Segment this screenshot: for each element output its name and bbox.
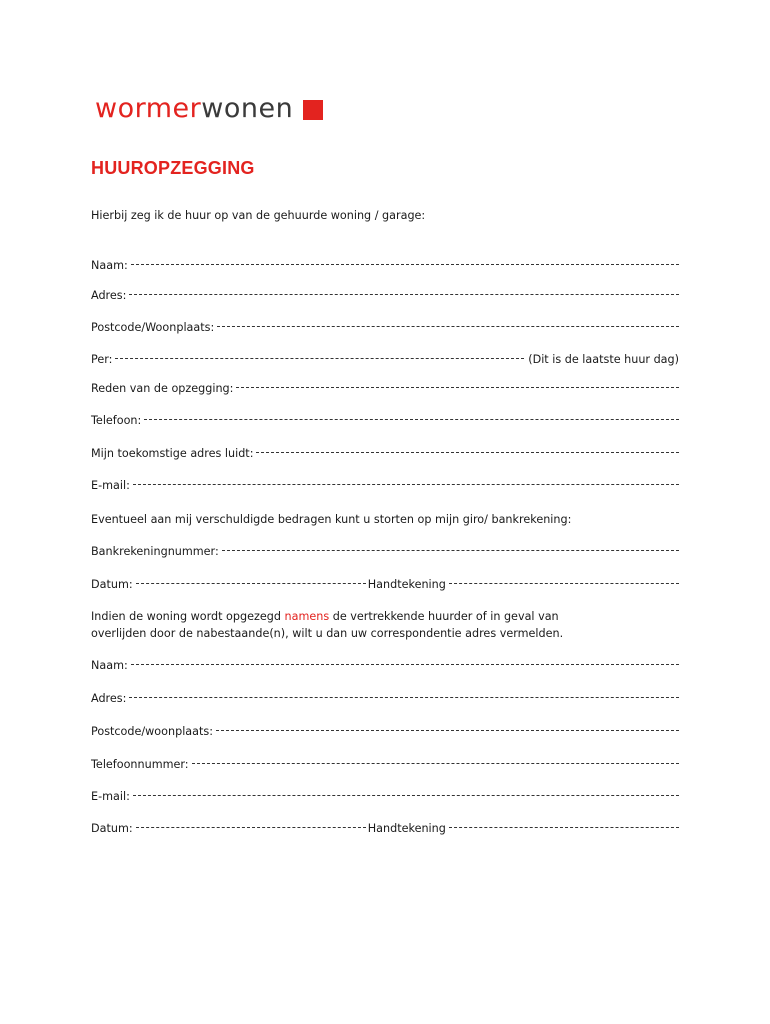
logo-square-icon (303, 100, 323, 120)
correspondence-note (91, 608, 691, 642)
fill-line[interactable] (216, 729, 679, 731)
field-per (91, 352, 679, 367)
fill-line[interactable] (133, 794, 679, 796)
label-naam-2: Naam: (91, 659, 128, 672)
label-naam: Naam: (91, 259, 128, 272)
field-adres (91, 288, 679, 303)
logo-text-wonen: wonen (201, 93, 294, 124)
intro-text: Hierbij zeg ik de huur op van de gehuurde woning / garage: (91, 209, 426, 222)
label-adres: Adres: (91, 289, 127, 302)
label-adres-2: Adres: (91, 692, 127, 705)
field-naam-2 (91, 658, 679, 673)
document-title: HUUROPZEGGING (91, 158, 255, 178)
fill-line[interactable] (115, 357, 524, 359)
field-telefoon (91, 413, 679, 428)
field-telefoonnummer (91, 757, 679, 772)
label-telefoon: Telefoon: (91, 414, 142, 427)
fill-line[interactable] (129, 293, 679, 295)
field-adres-2 (91, 691, 679, 706)
fill-line[interactable] (256, 451, 679, 453)
field-toekomstig-adres (91, 446, 679, 461)
field-reden (91, 381, 679, 396)
label-handtekening: Handtekening (367, 578, 446, 591)
giro-text: Eventueel aan mij verschuldigde bedragen kunt u storten op mijn giro/ bankrekening: (91, 513, 572, 526)
label-datum: Datum: (91, 578, 133, 591)
field-postcode-2 (91, 724, 679, 739)
label-email-2: E-mail: (91, 790, 130, 803)
fill-line[interactable] (217, 325, 679, 327)
field-datum-handtekening-2 (91, 821, 679, 836)
fill-line[interactable] (129, 696, 679, 698)
fill-line[interactable] (192, 762, 679, 764)
label-postcode-2: Postcode/woonplaats: (91, 725, 213, 738)
label-bankrekeningnummer: Bankrekeningnummer: (91, 545, 219, 558)
fill-line[interactable] (236, 386, 679, 388)
fill-line[interactable] (131, 663, 679, 665)
note-text-part2: de vertrekkende huurder of in geval van (329, 610, 559, 623)
note-highlight: namens (284, 610, 330, 623)
fill-line[interactable] (222, 549, 679, 551)
fill-line-datum-2[interactable] (136, 826, 366, 828)
fill-line-handtekening-2[interactable] (449, 826, 679, 828)
field-postcode (91, 320, 679, 335)
fill-line-datum[interactable] (136, 582, 366, 584)
field-naam (91, 258, 679, 273)
label-email: E-mail: (91, 479, 130, 492)
fill-line[interactable] (133, 483, 679, 485)
fill-line[interactable] (144, 418, 679, 420)
label-per: Per: (91, 353, 113, 366)
label-toekomstig-adres: Mijn toekomstige adres luidt: (91, 447, 254, 460)
wormerwonen-logo (95, 94, 323, 124)
field-datum-handtekening (91, 577, 679, 592)
label-telefoonnummer: Telefoonnummer: (91, 758, 189, 771)
field-email-2 (91, 789, 679, 804)
logo-text-wormer: wormer (95, 93, 202, 124)
label-reden: Reden van de opzegging: (91, 382, 234, 395)
note-text-line2: overlijden door de nabestaande(n), wilt u dan uw correspondentie adres vermelden. (91, 627, 564, 640)
label-handtekening-2: Handtekening (367, 822, 446, 835)
field-email (91, 478, 679, 493)
fill-line-handtekening[interactable] (449, 582, 679, 584)
per-note: (Dit is de laatste huur dag) (528, 353, 679, 366)
label-postcode: Postcode/Woonplaats: (91, 321, 215, 334)
fill-line[interactable] (131, 263, 679, 265)
label-datum-2: Datum: (91, 822, 133, 835)
note-text-part1: Indien de woning wordt opgezegd (91, 610, 285, 623)
field-bankrekeningnummer (91, 544, 679, 559)
